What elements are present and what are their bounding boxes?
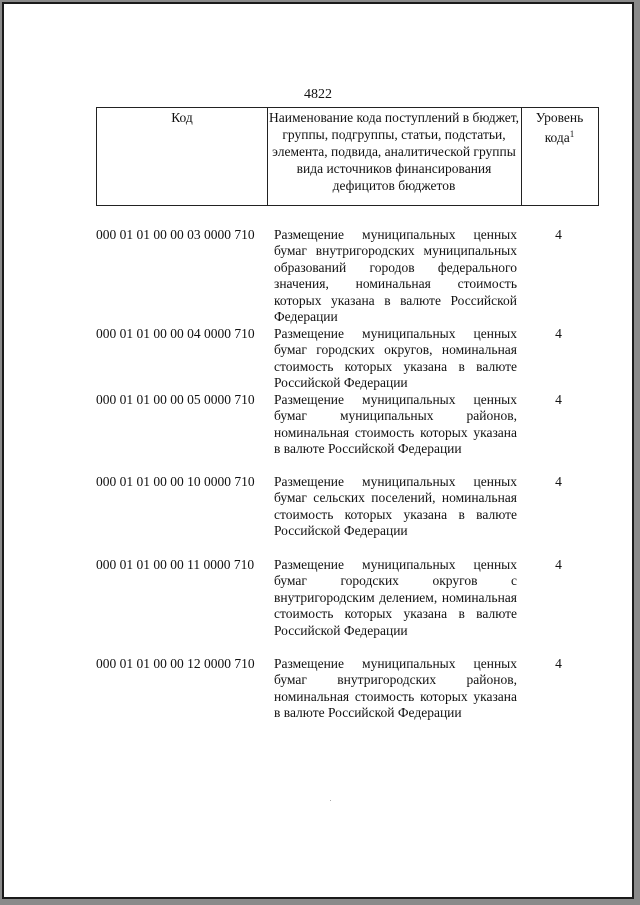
row-code: 000 01 01 00 00 12 0000 710 — [96, 656, 255, 671]
row-level: 4 — [555, 392, 562, 407]
row-code: 000 01 01 00 00 05 0000 710 — [96, 392, 255, 407]
scan-speck — [330, 800, 331, 801]
row-level: 4 — [555, 557, 562, 572]
row-name: Размещение муниципальных ценных бумаг муниципальных районов, номинальная стоимость которых указана в валюте Российской Федерации — [274, 392, 517, 457]
header-code — [97, 108, 268, 205]
row-name: Размещение муниципальных ценных бумаг городских округов, номинальная стоимость которых указана в валюте Российской Федерации — [274, 326, 517, 391]
row-level: 4 — [555, 474, 562, 489]
row-level: 4 — [555, 656, 562, 671]
row-code: 000 01 01 00 00 10 0000 710 — [96, 474, 255, 489]
header-code-label: Код — [171, 110, 193, 125]
row-level: 4 — [555, 227, 562, 242]
header-name — [267, 108, 522, 205]
row-code: 000 01 01 00 00 11 0000 710 — [96, 557, 255, 572]
row-code: 000 01 01 00 00 03 0000 710 — [96, 227, 255, 242]
row-name: Размещение муниципальных ценных бумаг внутригородских муниципальных образований городов федерального значения, номинальная стоимость которых указана в валюте Российской Федерации — [274, 227, 517, 325]
header-level — [521, 108, 598, 205]
header-name-label: Наименование кода поступлений в бюджет, группы, подгруппы, статьи, подстатьи, элемента, подвида, аналитической группы вида источников финансирования дефицитов бюджетов — [268, 110, 519, 193]
row-name: Размещение муниципальных ценных бумаг внутригородских районов, номинальная стоимость которых указана в валюте Российской Федерации — [274, 656, 517, 721]
table-header — [96, 107, 599, 206]
row-level: 4 — [555, 326, 562, 341]
row-name: Размещение муниципальных ценных бумаг городских округов с внутригородским делением, номинальная стоимость которых указана в валюте Российской Федерации — [274, 557, 517, 638]
row-name: Размещение муниципальных ценных бумаг сельских поселений, номинальная стоимость которых указана в валюте Российской Федерации — [274, 474, 517, 539]
page-number: 4822 — [304, 87, 332, 102]
row-code: 000 01 01 00 00 04 0000 710 — [96, 326, 255, 341]
header-level-label: Уровень кода — [535, 110, 584, 145]
header-level-footnote: 1 — [569, 129, 575, 139]
